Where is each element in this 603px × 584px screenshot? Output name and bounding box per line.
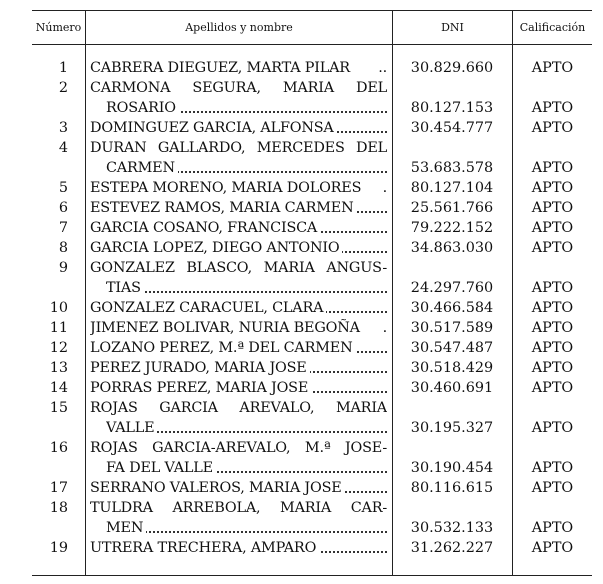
table-row [32,238,592,258]
row-number: 2 [58,80,68,96]
row-dni: 30.829.660 [410,60,494,76]
table-row [32,518,592,538]
table-row [32,538,592,558]
row-dni: 30.518.429 [410,360,494,376]
row-number: 17 [49,480,68,496]
row-number: 6 [58,200,68,216]
row-dni: 34.863.030 [410,240,494,256]
row-number: 18 [49,500,68,516]
row-name [106,158,387,178]
row-name [106,458,387,478]
row-number: 8 [58,240,68,256]
row-number: 1 [58,60,68,76]
table-row [32,498,592,518]
row-name [90,58,387,78]
header-bottom-rule [32,44,592,45]
row-number: 9 [58,260,68,276]
row-number: 13 [49,360,68,376]
row-name-text: JIMENEZ BOLIVAR, NURIA BEGOÑA [90,320,363,336]
row-calificacion: APTO [531,160,574,176]
dot-leader [106,531,387,533]
row-dni: 30.517.589 [410,320,494,336]
row-name [106,518,387,538]
row-name-text: ESTEVEZ RAMOS, MARIA CARMEN [90,200,356,216]
row-name [90,218,387,238]
table-row [32,318,592,338]
row-name-text: TIAS [106,280,144,296]
row-calificacion: APTO [531,180,574,196]
row-number: 11 [49,320,68,336]
row-number: 10 [49,300,68,316]
table-row [32,398,592,418]
table-row [32,418,592,438]
row-calificacion: APTO [531,120,574,136]
row-name [90,378,387,398]
row-name [106,98,387,118]
row-name-text: GARCIA COSANO, FRANCISCA [90,220,320,236]
row-dni: 30.454.777 [410,120,494,136]
row-dni: 30.532.133 [410,520,494,536]
dot-leader [106,291,387,293]
row-dni: 30.190.454 [410,460,494,476]
row-name-text: CABRERA DIEGUEZ, MARTA PILAR [90,60,353,76]
row-dni: 31.262.227 [410,540,494,556]
row-name-tail: . [382,320,387,336]
row-calificacion: APTO [531,200,574,216]
table-row [32,118,592,138]
row-name [90,118,387,138]
header-numero: Número [35,20,82,34]
row-name [90,538,387,558]
table-row [32,278,592,298]
table-row [32,458,592,478]
row-calificacion: APTO [531,60,574,76]
row-dni: 79.222.152 [410,220,494,236]
row-calificacion: APTO [531,540,574,556]
row-name [90,318,387,338]
table-row [32,198,592,218]
table-row [32,438,592,458]
row-name [106,278,387,298]
row-dni: 53.683.578 [410,160,494,176]
row-name-text: UTRERA TRECHERA, AMPARO [90,540,319,556]
row-dni: 24.297.760 [410,280,494,296]
table-row [32,298,592,318]
row-name-text: CARMEN [106,160,178,176]
row-dni: 30.547.487 [410,340,494,356]
row-name-tail: .. [378,60,387,76]
table-row [32,158,592,178]
row-name-text: GONZALEZ CARACUEL, CLARA [90,300,326,316]
row-name-text: LOZANO PEREZ, M.ª DEL CARMEN [90,340,356,356]
row-dni: 30.466.584 [410,300,494,316]
row-calificacion: APTO [531,460,574,476]
row-name: CARMONA SEGURA, MARIA DEL [90,80,387,96]
header-calificacion: Calificación [519,20,586,34]
row-calificacion: APTO [531,420,574,436]
table-row [32,378,592,398]
row-dni: 80.116.615 [410,480,494,496]
row-name: TULDRA ARREBOLA, MARIA CAR- [90,500,387,516]
row-name: ROJAS GARCIA AREVALO, MARIA [90,400,387,416]
row-name-text: VALLE [106,420,157,436]
row-number: 3 [58,120,68,136]
table-row [32,178,592,198]
row-name-text: ROSARIO [106,100,179,116]
table-row [32,218,592,238]
row-name: GONZALEZ BLASCO, MARIA ANGUS- [90,260,387,276]
row-name [90,198,387,218]
table-row [32,338,592,358]
row-number: 19 [49,540,68,556]
row-number: 4 [58,140,68,156]
row-number: 14 [49,380,68,396]
row-name-text: FA DEL VALLE [106,460,216,476]
row-name-text: PEREZ JURADO, MARIA JOSE [90,360,310,376]
row-name-text: ESTEPA MORENO, MARIA DOLORES [90,180,364,196]
row-dni: 25.561.766 [410,200,494,216]
row-calificacion: APTO [531,480,574,496]
header-apellidos: Apellidos y nombre [185,20,293,34]
table-bottom-rule [32,575,592,576]
row-number: 5 [58,180,68,196]
row-calificacion: APTO [531,240,574,256]
row-name [90,478,387,498]
row-dni: 30.460.691 [410,380,494,396]
table-row [32,478,592,498]
row-calificacion: APTO [531,320,574,336]
row-dni: 30.195.327 [410,420,494,436]
header-dni: DNI [441,20,464,34]
row-name-text: SERRANO VALEROS, MARIA JOSE [90,480,345,496]
row-name: DURAN GALLARDO, MERCEDES DEL [90,140,387,156]
row-calificacion: APTO [531,100,574,116]
row-number: 12 [49,340,68,356]
row-dni: 80.127.153 [410,100,494,116]
table-row [32,78,592,98]
row-calificacion: APTO [531,340,574,356]
row-number: 7 [58,220,68,236]
table-body [32,58,592,558]
row-calificacion: APTO [531,520,574,536]
row-name-text: MEN [106,520,146,536]
row-calificacion: APTO [531,300,574,316]
row-name [90,358,387,378]
row-name: ROJAS GARCIA-AREVALO, M.ª JOSE- [90,440,387,456]
table-row [32,358,592,378]
results-table [32,10,592,576]
row-name-text: PORRAS PEREZ, MARIA JOSE [90,380,311,396]
row-name-text: DOMINGUEZ GARCIA, ALFONSA [90,120,337,136]
row-name [90,238,387,258]
row-calificacion: APTO [531,380,574,396]
table-row [32,98,592,118]
row-name [90,178,387,198]
table-row [32,58,592,78]
row-calificacion: APTO [531,360,574,376]
row-name [90,338,387,358]
row-name [90,298,387,318]
row-name-tail: . [382,180,387,196]
row-calificacion: APTO [531,220,574,236]
row-name [106,418,387,438]
table-row [32,258,592,278]
row-calificacion: APTO [531,280,574,296]
row-number: 16 [49,440,68,456]
table-row [32,138,592,158]
row-number: 15 [49,400,68,416]
row-dni: 80.127.104 [410,180,494,196]
row-name-text: GARCIA LOPEZ, DIEGO ANTONIO [90,240,342,256]
